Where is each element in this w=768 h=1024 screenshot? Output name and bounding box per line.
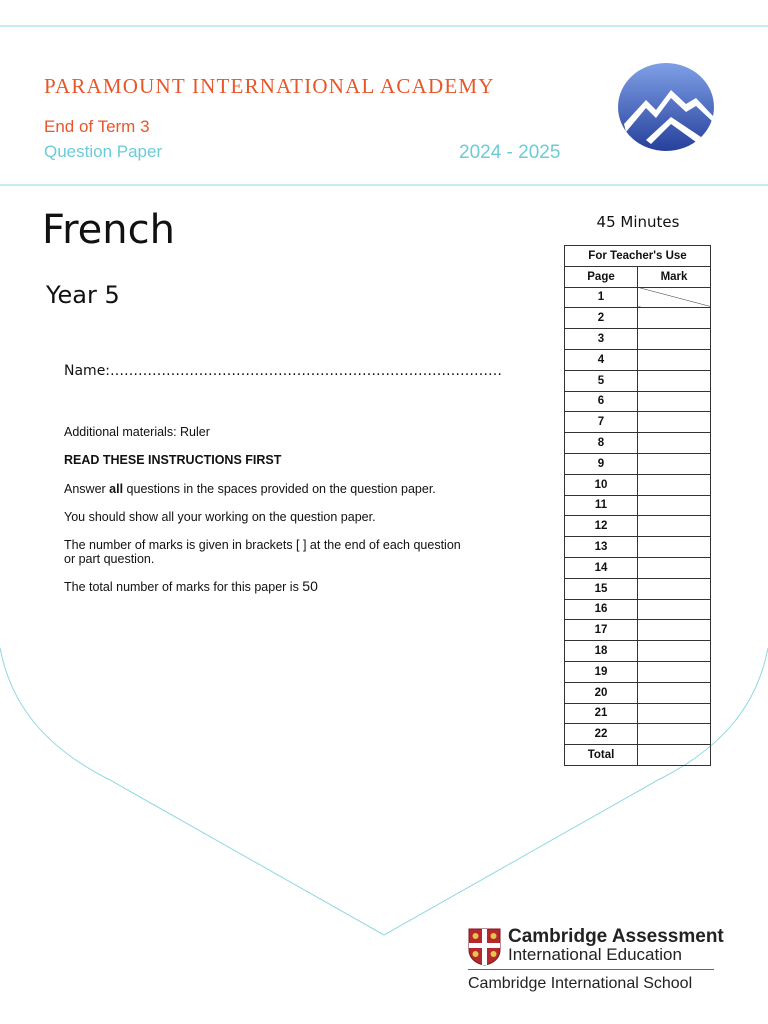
- mark-entry-cell[interactable]: [638, 329, 711, 350]
- instruction-text: Answer: [64, 482, 110, 496]
- school-type-label: Cambridge International School: [468, 975, 693, 992]
- paper-type-label: Question Paper: [44, 142, 163, 161]
- page-number-cell: 14: [565, 557, 638, 578]
- table-row: [565, 599, 711, 620]
- page-number-cell: 18: [565, 641, 638, 662]
- mark-entry-cell[interactable]: [638, 703, 711, 724]
- page-number-cell: 10: [565, 474, 638, 495]
- table-row: [565, 516, 711, 537]
- page-number-cell: 19: [565, 661, 638, 682]
- page-number-cell: 2: [565, 308, 638, 329]
- page-number-cell: 21: [565, 703, 638, 724]
- mark-entry-cell[interactable]: [638, 599, 711, 620]
- table-row: [565, 495, 711, 516]
- mark-entry-cell[interactable]: [638, 557, 711, 578]
- table-row: [565, 703, 711, 724]
- page-number-cell: 6: [565, 391, 638, 412]
- instruction-text: questions in the spaces provided on the question paper.: [123, 482, 436, 496]
- instruction-total-marks: [64, 579, 318, 594]
- academy-mountain-logo-icon: [616, 62, 716, 152]
- table-row: [565, 620, 711, 641]
- mark-entry-cell[interactable]: [638, 433, 711, 454]
- table-row: [565, 661, 711, 682]
- exam-duration: 45 Minutes: [596, 213, 680, 231]
- mark-entry-cell[interactable]: [638, 641, 711, 662]
- table-row: [565, 329, 711, 350]
- table-row: [565, 433, 711, 454]
- instruction-marks-brackets: The number of marks is given in brackets [ ] at the end of each question: [64, 538, 461, 552]
- table-row: [565, 474, 711, 495]
- instruction-show-working: You should show all your working on the question paper.: [64, 510, 376, 524]
- page-number-cell: 3: [565, 329, 638, 350]
- mark-entry-cell[interactable]: [638, 620, 711, 641]
- total-label-cell: Total: [565, 745, 638, 766]
- table-row: [565, 349, 711, 370]
- page-number-cell: 5: [565, 370, 638, 391]
- table-row: [565, 453, 711, 474]
- page-number-cell: 17: [565, 620, 638, 641]
- table-row: [565, 370, 711, 391]
- mark-entry-cell[interactable]: [638, 391, 711, 412]
- mark-entry-cell[interactable]: [638, 537, 711, 558]
- instruction-emphasis: all: [109, 482, 124, 496]
- mark-entry-cell[interactable]: [638, 370, 711, 391]
- instructions-heading: READ THESE INSTRUCTIONS FIRST: [64, 453, 282, 467]
- page-number-cell: 11: [565, 495, 638, 516]
- table-row: [565, 412, 711, 433]
- term-label: End of Term 3: [44, 117, 150, 136]
- instruction-answer-all: [64, 482, 436, 496]
- page-number-cell: 1: [565, 287, 638, 308]
- table-title: For Teacher's Use: [565, 246, 711, 267]
- mark-entry-cell[interactable]: [638, 495, 711, 516]
- student-name-field[interactable]: Name:…………………………………………………………………………: [64, 363, 503, 379]
- total-row: [565, 745, 711, 766]
- table-row: [565, 287, 711, 308]
- page-number-cell: 13: [565, 537, 638, 558]
- mark-entry-cell[interactable]: [638, 724, 711, 745]
- additional-materials: Additional materials: Ruler: [64, 425, 210, 439]
- column-header-page: Page: [565, 266, 638, 287]
- subject-title: French: [42, 207, 175, 253]
- column-header-mark: Mark: [638, 266, 711, 287]
- page-number-cell: 4: [565, 349, 638, 370]
- mark-entry-cell[interactable]: [638, 682, 711, 703]
- mark-entry-cell[interactable]: [638, 578, 711, 599]
- page-number-cell: 20: [565, 682, 638, 703]
- table-row: [565, 391, 711, 412]
- footer-divider: [468, 969, 714, 970]
- total-marks-value: 50: [302, 578, 318, 594]
- academic-year: 2024 - 2025: [459, 142, 561, 163]
- table-row: [565, 557, 711, 578]
- total-mark-cell[interactable]: [638, 745, 711, 766]
- page-number-cell: 22: [565, 724, 638, 745]
- table-row: [565, 537, 711, 558]
- table-row: [565, 724, 711, 745]
- page-number-cell: 7: [565, 412, 638, 433]
- page-number-cell: 12: [565, 516, 638, 537]
- mark-entry-cell[interactable]: [638, 474, 711, 495]
- cambridge-board-name: Cambridge Assessment: [508, 926, 724, 947]
- page-number-cell: 15: [565, 578, 638, 599]
- mark-entry-cell[interactable]: [638, 412, 711, 433]
- mark-entry-cell[interactable]: [638, 453, 711, 474]
- school-name: PARAMOUNT INTERNATIONAL ACADEMY: [44, 74, 495, 98]
- grade-label: Year 5: [46, 281, 120, 309]
- table-row: [565, 308, 711, 329]
- mark-entry-cell[interactable]: [638, 287, 711, 308]
- table-row: [565, 578, 711, 599]
- table-row: [565, 641, 711, 662]
- table-row: [565, 682, 711, 703]
- mark-entry-cell[interactable]: [638, 516, 711, 537]
- page-number-cell: 9: [565, 453, 638, 474]
- mark-entry-cell[interactable]: [638, 349, 711, 370]
- mark-entry-cell[interactable]: [638, 308, 711, 329]
- page-number-cell: 16: [565, 599, 638, 620]
- cambridge-board-subtitle: International Education: [508, 945, 682, 964]
- teacher-use-table: [564, 245, 711, 766]
- cambridge-shield-icon: [468, 928, 501, 966]
- page-number-cell: 8: [565, 433, 638, 454]
- instruction-marks-brackets-cont: or part question.: [64, 552, 155, 566]
- instruction-text: The total number of marks for this paper is: [64, 580, 303, 594]
- mark-entry-cell[interactable]: [638, 661, 711, 682]
